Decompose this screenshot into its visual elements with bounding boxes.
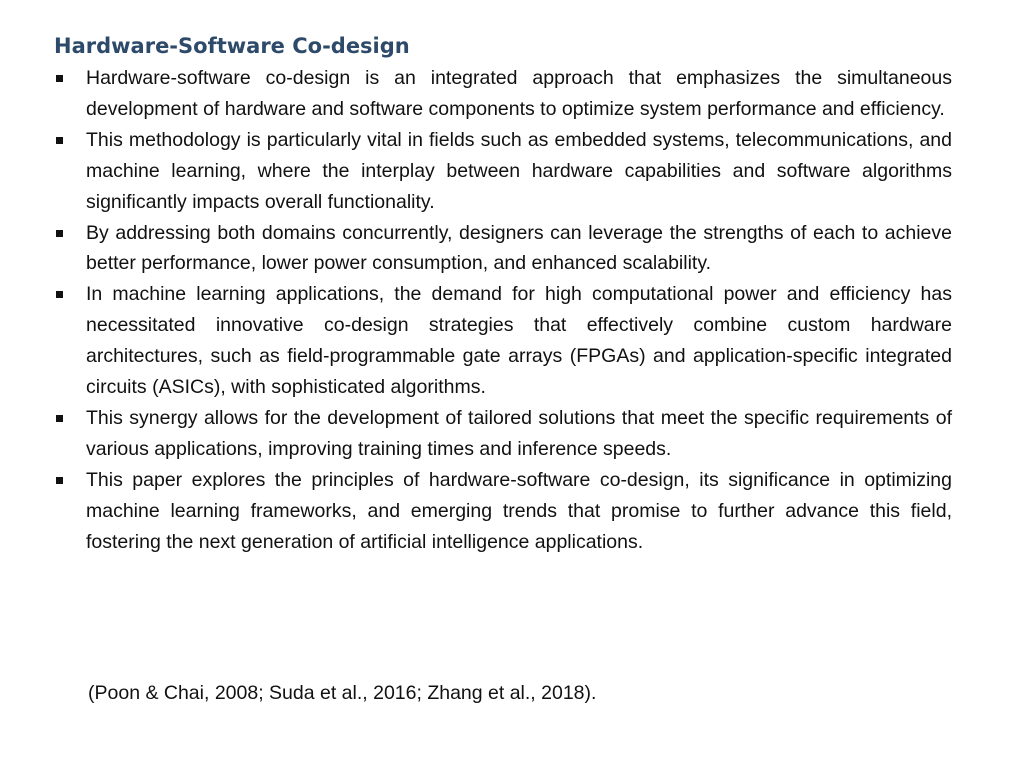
bullet-item xyxy=(86,403,952,465)
bullet-text: Hardware-software co-design is an integrated approach that emphasizes the simultaneous development of hardware and software components to optimize system performance and efficiency. xyxy=(86,67,952,120)
bullet-text: This methodology is particularly vital in fields such as embedded systems, telecommunications, and machine learning, where the interplay between hardware capabilities and software algorithms significantly impacts overall functionality. xyxy=(86,128,952,213)
bullet-text: This synergy allows for the development of tailored solutions that meet the specific requirements of various applications, improving training times and inference speeds. xyxy=(86,406,952,460)
bullet-item xyxy=(86,279,952,403)
bullet-item xyxy=(86,125,952,218)
square-bullet-icon xyxy=(56,477,63,484)
square-bullet-icon xyxy=(56,75,63,82)
bullet-text: In machine learning applications, the demand for high computational power and efficiency has necessitated innovative co-design strategies that effectively combine custom hardware architectures, such as field-programmable gate arrays (FPGAs) and application-specific integrated circuits (ASICs), with sophisticated algorithms. xyxy=(86,283,952,399)
bullet-item xyxy=(86,218,952,280)
bullet-text: By addressing both domains concurrently, designers can leverage the strengths of each to achieve better performance, lower power consumption, and enhanced scalability. xyxy=(86,221,952,275)
bullet-list xyxy=(86,63,952,558)
citation: (Poon & Chai, 2008; Suda et al., 2016; Zhang et al., 2018). xyxy=(88,682,597,704)
bullet-text: This paper explores the principles of hardware-software co-design, its significance in optimizing machine learning frameworks, and emerging trends that promise to further advance this field, fostering the next generation of artificial intelligence applications. xyxy=(86,468,952,553)
bullet-item xyxy=(86,63,952,125)
bullet-item xyxy=(86,465,952,558)
slide-title: Hardware-Software Co-design xyxy=(54,34,410,58)
square-bullet-icon xyxy=(56,137,63,144)
square-bullet-icon xyxy=(56,415,63,422)
square-bullet-icon xyxy=(56,291,63,298)
square-bullet-icon xyxy=(56,230,63,237)
